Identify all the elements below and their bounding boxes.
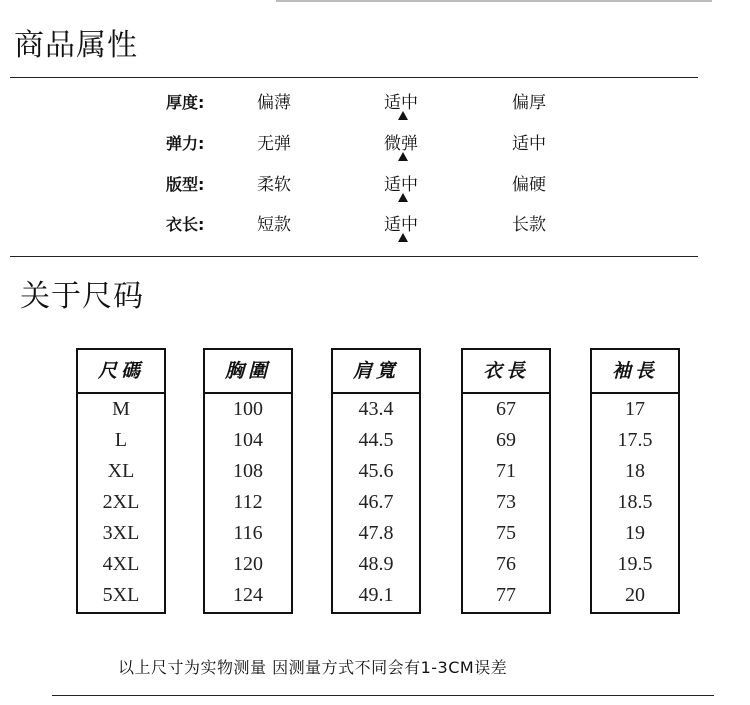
attr-option-selected: 适中 [384, 175, 418, 195]
chest-cell: 108 [233, 460, 263, 482]
sleeve-column [590, 348, 680, 614]
measurement-note: 以上尺寸为实物测量 因测量方式不同会有1-3CM误差 [118, 658, 508, 677]
product-attributes-divider [10, 77, 698, 78]
sleeve-cell: 17 [625, 398, 645, 420]
shoulder-cell: 48.9 [358, 553, 394, 575]
attr-option-selected: 适中 [384, 93, 418, 113]
attr-row-fit [0, 173, 750, 203]
attr-option: 偏厚 [512, 93, 546, 113]
size-cell: 4XL [102, 553, 140, 575]
size-cell: 3XL [102, 522, 140, 544]
size-cell: 2XL [102, 491, 140, 513]
attr-option: 偏硬 [512, 175, 546, 195]
length-column [461, 348, 551, 614]
chest-cell: 120 [233, 553, 263, 575]
length-cell: 67 [496, 398, 516, 420]
chest-cell: 112 [233, 491, 263, 513]
size-cell: XL [107, 460, 135, 482]
length-cell: 73 [496, 491, 516, 513]
selected-marker-icon [398, 152, 408, 161]
attr-label: 弹力: [166, 134, 205, 153]
shoulder-column [331, 348, 421, 614]
length-cell: 77 [496, 584, 516, 606]
top-divider [276, 0, 712, 2]
chest-column-header: 胸圍 [205, 350, 291, 394]
attr-option: 柔软 [257, 175, 291, 195]
attr-option: 短款 [257, 215, 291, 235]
shoulder-cell: 43.4 [358, 398, 394, 420]
shoulder-cell: 49.1 [358, 584, 394, 606]
size-cell: L [114, 429, 128, 451]
sleeve-cell: 20 [625, 584, 645, 606]
sleeve-cell: 18.5 [617, 491, 653, 513]
chest-cell: 124 [233, 584, 263, 606]
selected-marker-icon [398, 111, 408, 120]
chest-cell: 116 [233, 522, 263, 544]
shoulder-cell: 44.5 [358, 429, 394, 451]
attr-label: 衣长: [166, 215, 205, 234]
sleeve-cell: 18 [625, 460, 645, 482]
chest-cell: 104 [233, 429, 263, 451]
size-cell: M [112, 398, 130, 420]
attr-option: 长款 [512, 215, 546, 235]
chest-column [203, 348, 293, 614]
length-cell: 71 [496, 460, 516, 482]
selected-marker-icon [398, 193, 408, 202]
attr-row-length [0, 213, 750, 243]
attr-label: 厚度: [166, 93, 205, 112]
length-cell: 69 [496, 429, 516, 451]
shoulder-cell: 45.6 [358, 460, 394, 482]
size-column-header: 尺碼 [78, 350, 164, 394]
chest-cell: 100 [233, 398, 263, 420]
shoulder-column-header: 肩寬 [333, 350, 419, 394]
attr-option: 无弹 [257, 134, 291, 154]
attr-option: 适中 [512, 134, 546, 154]
attr-label: 版型: [166, 175, 205, 194]
sleeve-cell: 19 [625, 522, 645, 544]
bottom-divider [52, 695, 714, 696]
section-divider [10, 256, 698, 257]
product-attributes-title: 商品属性 [14, 28, 138, 63]
length-column-header: 衣長 [463, 350, 549, 394]
length-cell: 76 [496, 553, 516, 575]
size-chart-title: 关于尺码 [20, 279, 144, 314]
sleeve-column-header: 袖長 [592, 350, 678, 394]
attr-option-selected: 微弹 [384, 134, 418, 154]
size-column [76, 348, 166, 614]
attr-row-thickness [0, 91, 750, 121]
sleeve-cell: 19.5 [617, 553, 653, 575]
attr-option-selected: 适中 [384, 215, 418, 235]
attr-row-elasticity [0, 132, 750, 162]
shoulder-cell: 47.8 [358, 522, 394, 544]
attr-option: 偏薄 [257, 93, 291, 113]
sleeve-cell: 17.5 [617, 429, 653, 451]
selected-marker-icon [398, 233, 408, 242]
length-cell: 75 [496, 522, 516, 544]
shoulder-cell: 46.7 [358, 491, 394, 513]
size-cell: 5XL [102, 584, 140, 606]
